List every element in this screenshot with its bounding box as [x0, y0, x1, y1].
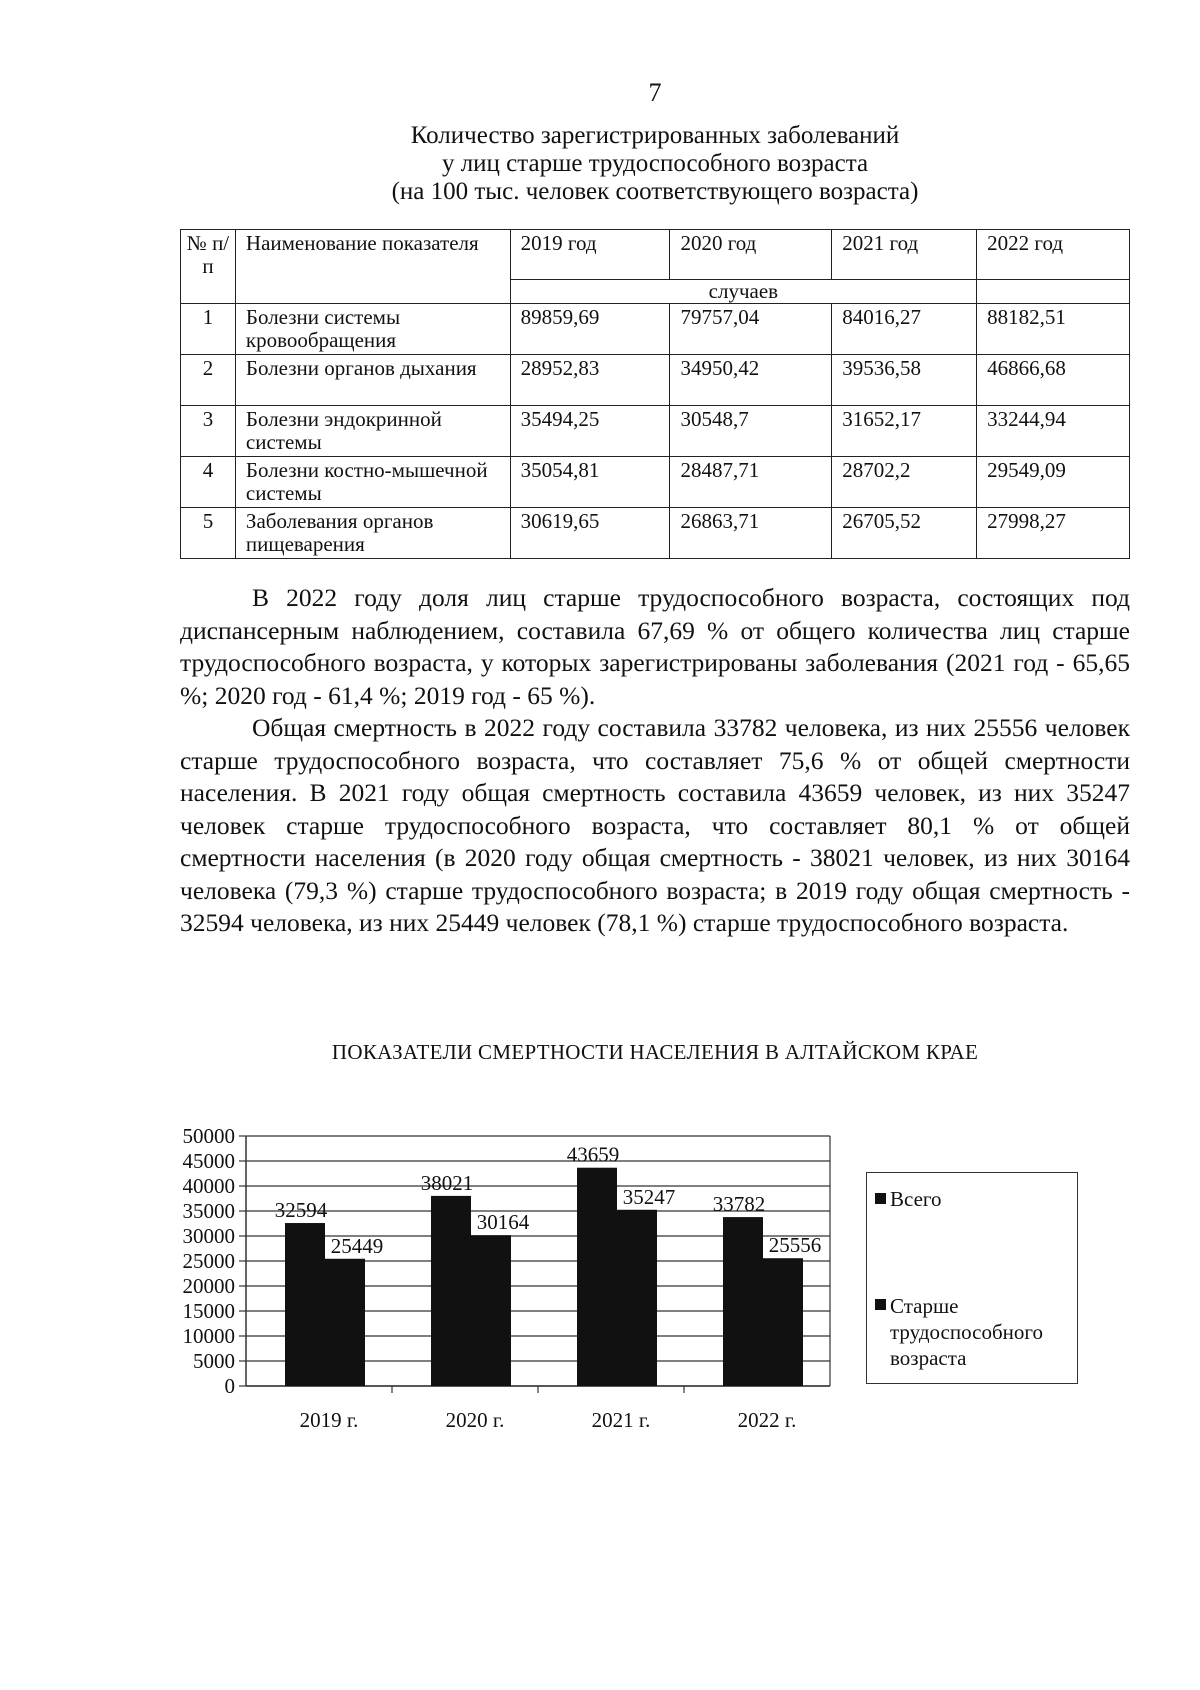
- row-value: 28702,2: [832, 457, 977, 508]
- chart-legend: [866, 1172, 1078, 1384]
- bar-total: [723, 1217, 763, 1386]
- legend-swatch: [875, 1193, 886, 1204]
- row-value: 89859,69: [510, 304, 670, 355]
- bar-value-label: 35247: [622, 1184, 676, 1209]
- header-cell: 2020 год: [670, 230, 832, 280]
- row-name: Болезни системы кровообращения: [235, 304, 510, 355]
- bar-value-label: 38021: [420, 1170, 474, 1195]
- bar-value-label: 43659: [566, 1142, 620, 1167]
- row-value: 39536,58: [832, 355, 977, 406]
- row-number: 1: [181, 304, 236, 355]
- row-number: 5: [181, 508, 236, 559]
- row-number: 2: [181, 355, 236, 406]
- header-cell: 2019 год: [510, 230, 670, 280]
- legend-label-line: трудоспособного: [890, 1320, 1043, 1344]
- y-tick-label: 0: [224, 1374, 235, 1398]
- bar-value-label: 32594: [274, 1198, 328, 1223]
- bar-elderly: [617, 1210, 657, 1386]
- bar-total: [577, 1168, 617, 1386]
- y-tick-label: 50000: [182, 1124, 235, 1148]
- header-cell: Наименование показателя: [235, 230, 510, 304]
- header-cell: 2022 год: [977, 230, 1130, 280]
- y-tick-label: 20000: [182, 1274, 235, 1298]
- y-tick-label: 10000: [182, 1324, 235, 1348]
- legend-label: Всего: [890, 1187, 942, 1211]
- table-title-line: у лиц старше трудоспособного возраста: [441, 150, 869, 177]
- row-value: 35054,81: [510, 457, 670, 508]
- paragraph-mortality: Общая смертность в 2022 году составила 33782 человека, из них 25556 человек старше трудоспособного возраста, что составляет 75,6 % от общей смертности населения. В 2021 году общая смертность составила 43659 человек, из них 35247 человек старше трудоспособного возраста, что составляет 80,1 % от общей смертности населения (в 2020 году общая смертность - 38021 человек, из них 30164 человека (79,3 %) старше трудоспособного возраста; в 2019 году общая смертность - 32594 человека, из них 25449 человек (78,1 %) старше трудоспособного возраста.: [180, 713, 1130, 937]
- bar-value-label: 30164: [476, 1210, 530, 1235]
- bar-elderly: [325, 1259, 365, 1386]
- row-value: 31652,17: [832, 406, 977, 457]
- row-value: 26863,71: [670, 508, 832, 559]
- table-title-line: Количество зарегистрированных заболеваний: [410, 122, 900, 149]
- bar-elderly: [471, 1235, 511, 1386]
- row-value: 27998,27: [977, 508, 1130, 559]
- header-cell: № п/п: [181, 230, 236, 304]
- row-value: 84016,27: [832, 304, 977, 355]
- row-number: 3: [181, 406, 236, 457]
- row-value: 79757,04: [670, 304, 832, 355]
- row-name: Болезни органов дыхания: [235, 355, 510, 406]
- row-value: 28487,71: [670, 457, 832, 508]
- row-value: 28952,83: [510, 355, 670, 406]
- row-number: 4: [181, 457, 236, 508]
- legend-label-line: Старше: [890, 1294, 959, 1318]
- bar-elderly: [763, 1258, 803, 1386]
- page-number: 7: [648, 78, 662, 107]
- bar-total: [431, 1196, 471, 1386]
- chart-title: ПОКАЗАТЕЛИ СМЕРТНОСТИ НАСЕЛЕНИЯ В АЛТАЙСКОМ КРАЕ: [331, 1040, 979, 1064]
- row-value: 29549,09: [977, 457, 1130, 508]
- x-tick-label: 2020 г.: [445, 1408, 505, 1432]
- legend-label: [890, 1293, 1043, 1371]
- x-tick-label: 2022 г.: [737, 1408, 797, 1432]
- y-tick-label: 15000: [182, 1299, 235, 1323]
- row-value: 33244,94: [977, 406, 1130, 457]
- y-tick-label: 40000: [182, 1174, 235, 1198]
- row-name: Болезни костно-мышечной системы: [235, 457, 510, 508]
- units-cell: случаев: [510, 280, 976, 304]
- y-tick-label: 35000: [182, 1199, 235, 1223]
- row-value: 35494,25: [510, 406, 670, 457]
- row-value: 26705,52: [832, 508, 977, 559]
- bar-value-label: 25449: [330, 1233, 384, 1258]
- row-value: 88182,51: [977, 304, 1130, 355]
- row-value: 46866,68: [977, 355, 1130, 406]
- y-tick-label: 30000: [182, 1224, 235, 1248]
- table-title-line: (на 100 тыс. человек соответствующего возраста): [391, 178, 919, 205]
- bar-value-label: 25556: [768, 1233, 822, 1258]
- row-name: Болезни эндокринной системы: [235, 406, 510, 457]
- bar-total: [285, 1223, 325, 1386]
- x-tick-label: 2019 г.: [299, 1408, 359, 1432]
- row-value: 30548,7: [670, 406, 832, 457]
- bar-value-label: 33782: [712, 1192, 766, 1217]
- y-tick-label: 45000: [182, 1149, 235, 1173]
- row-name: Заболевания органов пищеварения: [235, 508, 510, 559]
- legend-item-elderly: [875, 1293, 1043, 1371]
- legend-label-line: возраста: [890, 1346, 967, 1370]
- x-tick-label: 2021 г.: [591, 1408, 651, 1432]
- y-tick-label: 25000: [182, 1249, 235, 1273]
- paragraph-dispensary: В 2022 году доля лиц старше трудоспособного возраста, состоящих под диспансерным наблюдением, составила 67,69 % от общего количества лиц старше трудоспособного возраста, у которых зарегистрированы заболевания (2021 год - 65,65 %; 2020 год - 61,4 %; 2019 год - 65 %).: [180, 583, 1130, 710]
- legend-swatch: [875, 1299, 886, 1310]
- legend-item-total: [875, 1187, 942, 1212]
- row-value: 34950,42: [670, 355, 832, 406]
- header-cell: 2021 год: [832, 230, 977, 280]
- y-tick-label: 5000: [193, 1349, 235, 1373]
- row-value: 30619,65: [510, 508, 670, 559]
